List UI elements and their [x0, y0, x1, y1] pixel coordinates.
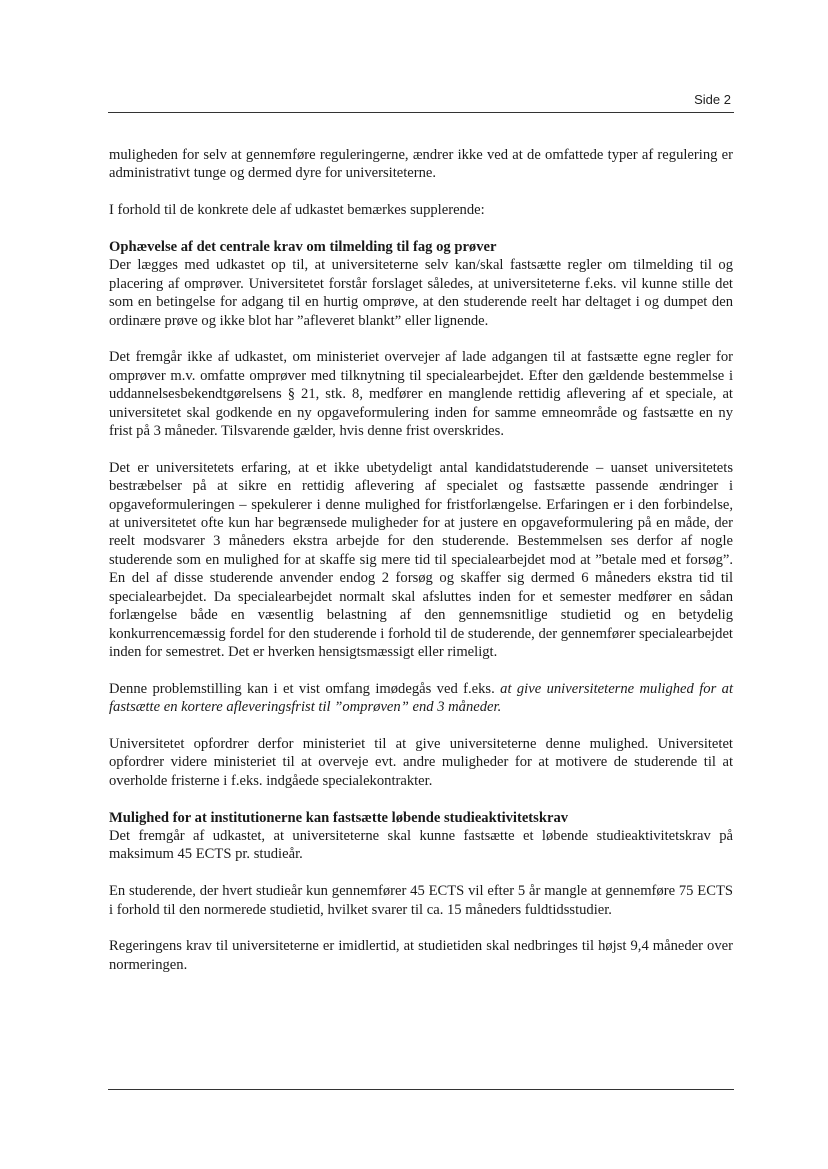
page-number: Side 2 [694, 92, 731, 107]
paragraph: Det er universitetets erfaring, at et ikke ubetydeligt antal kandidatstuderende – uanset universitetets bestræbelser på at sikre en rettidig aflevering af specialet og fastsætte passende ændringer i opgaveformuleringen – spekulerer i denne mulighed for fristforlængelse. Erfaringen er i den forbindelse, at universitetet ofte kun har begrænsede muligheder for at justere en opgaveformulering på en måde, der reelt modsvarer 3 måneders ekstra arbejde for den studerende. Bestemmelsen ses derfor af nogle studerende som en mulighed for at skaffe sig mere tid til specialearbejdet mod at ”betale med et forsøg”. En del af disse studerende anvender endog 2 forsøg og skaffer sig dermed 6 måneders ekstra tid til specialearbejdet. Da specialearbejdet normalt skal afsluttes inden for et semester medfører en sådan forlængelse både en væsentlig belastning af den gennemsnitlige studietid og en betydelig konkurrencemæssig fordel for den studerende i forhold til de studerende, der gennemfører specialearbejdet inden for semestret. Det er hverken hensigtsmæssigt eller rimeligt. [109, 459, 733, 660]
emphasized-text: at give universiteterne mulighed for at fastsætte en kortere afleveringsfrist til ”omprøven” end 3 måneder. [109, 680, 733, 716]
document-body [109, 146, 733, 993]
paragraph [109, 680, 733, 717]
section-heading: Ophævelse af det centrale krav om tilmelding til fag og prøver [109, 239, 497, 255]
footer-divider [108, 1089, 734, 1090]
section-heading: Mulighed for at institutionerne kan fastsætte løbende studieaktivitetskrav [109, 809, 569, 826]
paragraph-text: Denne problemstilling kan i et vist omfang imødegås ved f.eks. [109, 680, 501, 697]
paragraph: Det fremgår af udkastet, at universiteterne skal kunne fastsætte et løbende studieaktivitetskrav på maksimum 45 ECTS pr. studieår. [109, 827, 733, 863]
paragraph: Universitetet opfordrer derfor ministeriet til at give universiteterne denne mulighed. Universitetet opfordrer videre ministeriet til at overveje evt. andre muligheder for at motivere de studerende til at overholde fristerne i f.eks. indgåede specialekontrakter. [109, 735, 733, 789]
paragraph: muligheden for selv at gennemføre reguleringerne, ændrer ikke ved at de omfattede typer af regulering er administrativt tunge og dermed dyre for universiteterne. [109, 147, 733, 182]
paragraph: Der lægges med udkastet op til, at universiteterne selv kan/skal fastsætte regler om tilmelding til og placering af omprøver. Universitetet forstår forslaget således, at universiteterne f.eks. vil kunne stille det som en betingelse for adgang til en hurtig omprøve, at den studerende reelt har deltaget i og dumpet den ordinære prøve og ikke blot har ”afleveret blankt” eller lignende. [109, 257, 733, 329]
paragraph: I forhold til de konkrete dele af udkastet bemærkes supplerende: [109, 202, 485, 219]
paragraph: Det fremgår ikke af udkastet, om ministeriet overvejer af lade adgangen til at fastsætte egne regler for omprøver m.v. omfatte omprøver med tilknytning til specialearbejdet. Efter den gældende bestemmelse i uddannelsesbekendtgørelsens § 21, stk. 8, medfører en manglende rettidig aflevering af et speciale, at universitetet skal godkende en ny opgaveformulering inden for samme emneområde og fastsætte en ny frist på 3 måneder. Tilsvarende gælder, hvis denne frist overskrides. [109, 349, 733, 440]
paragraph: En studerende, der hvert studieår kun gennemfører 45 ECTS vil efter 5 år mangle at gennemføre 75 ECTS i forhold til den normerede studietid, hvilket svarer til ca. 15 måneders fuldtidsstudier. [109, 883, 733, 918]
header-divider [108, 112, 734, 113]
paragraph: Regeringens krav til universiteterne er imidlertid, at studietiden skal nedbringes til højst 9,4 måneder over normeringen. [109, 938, 733, 973]
